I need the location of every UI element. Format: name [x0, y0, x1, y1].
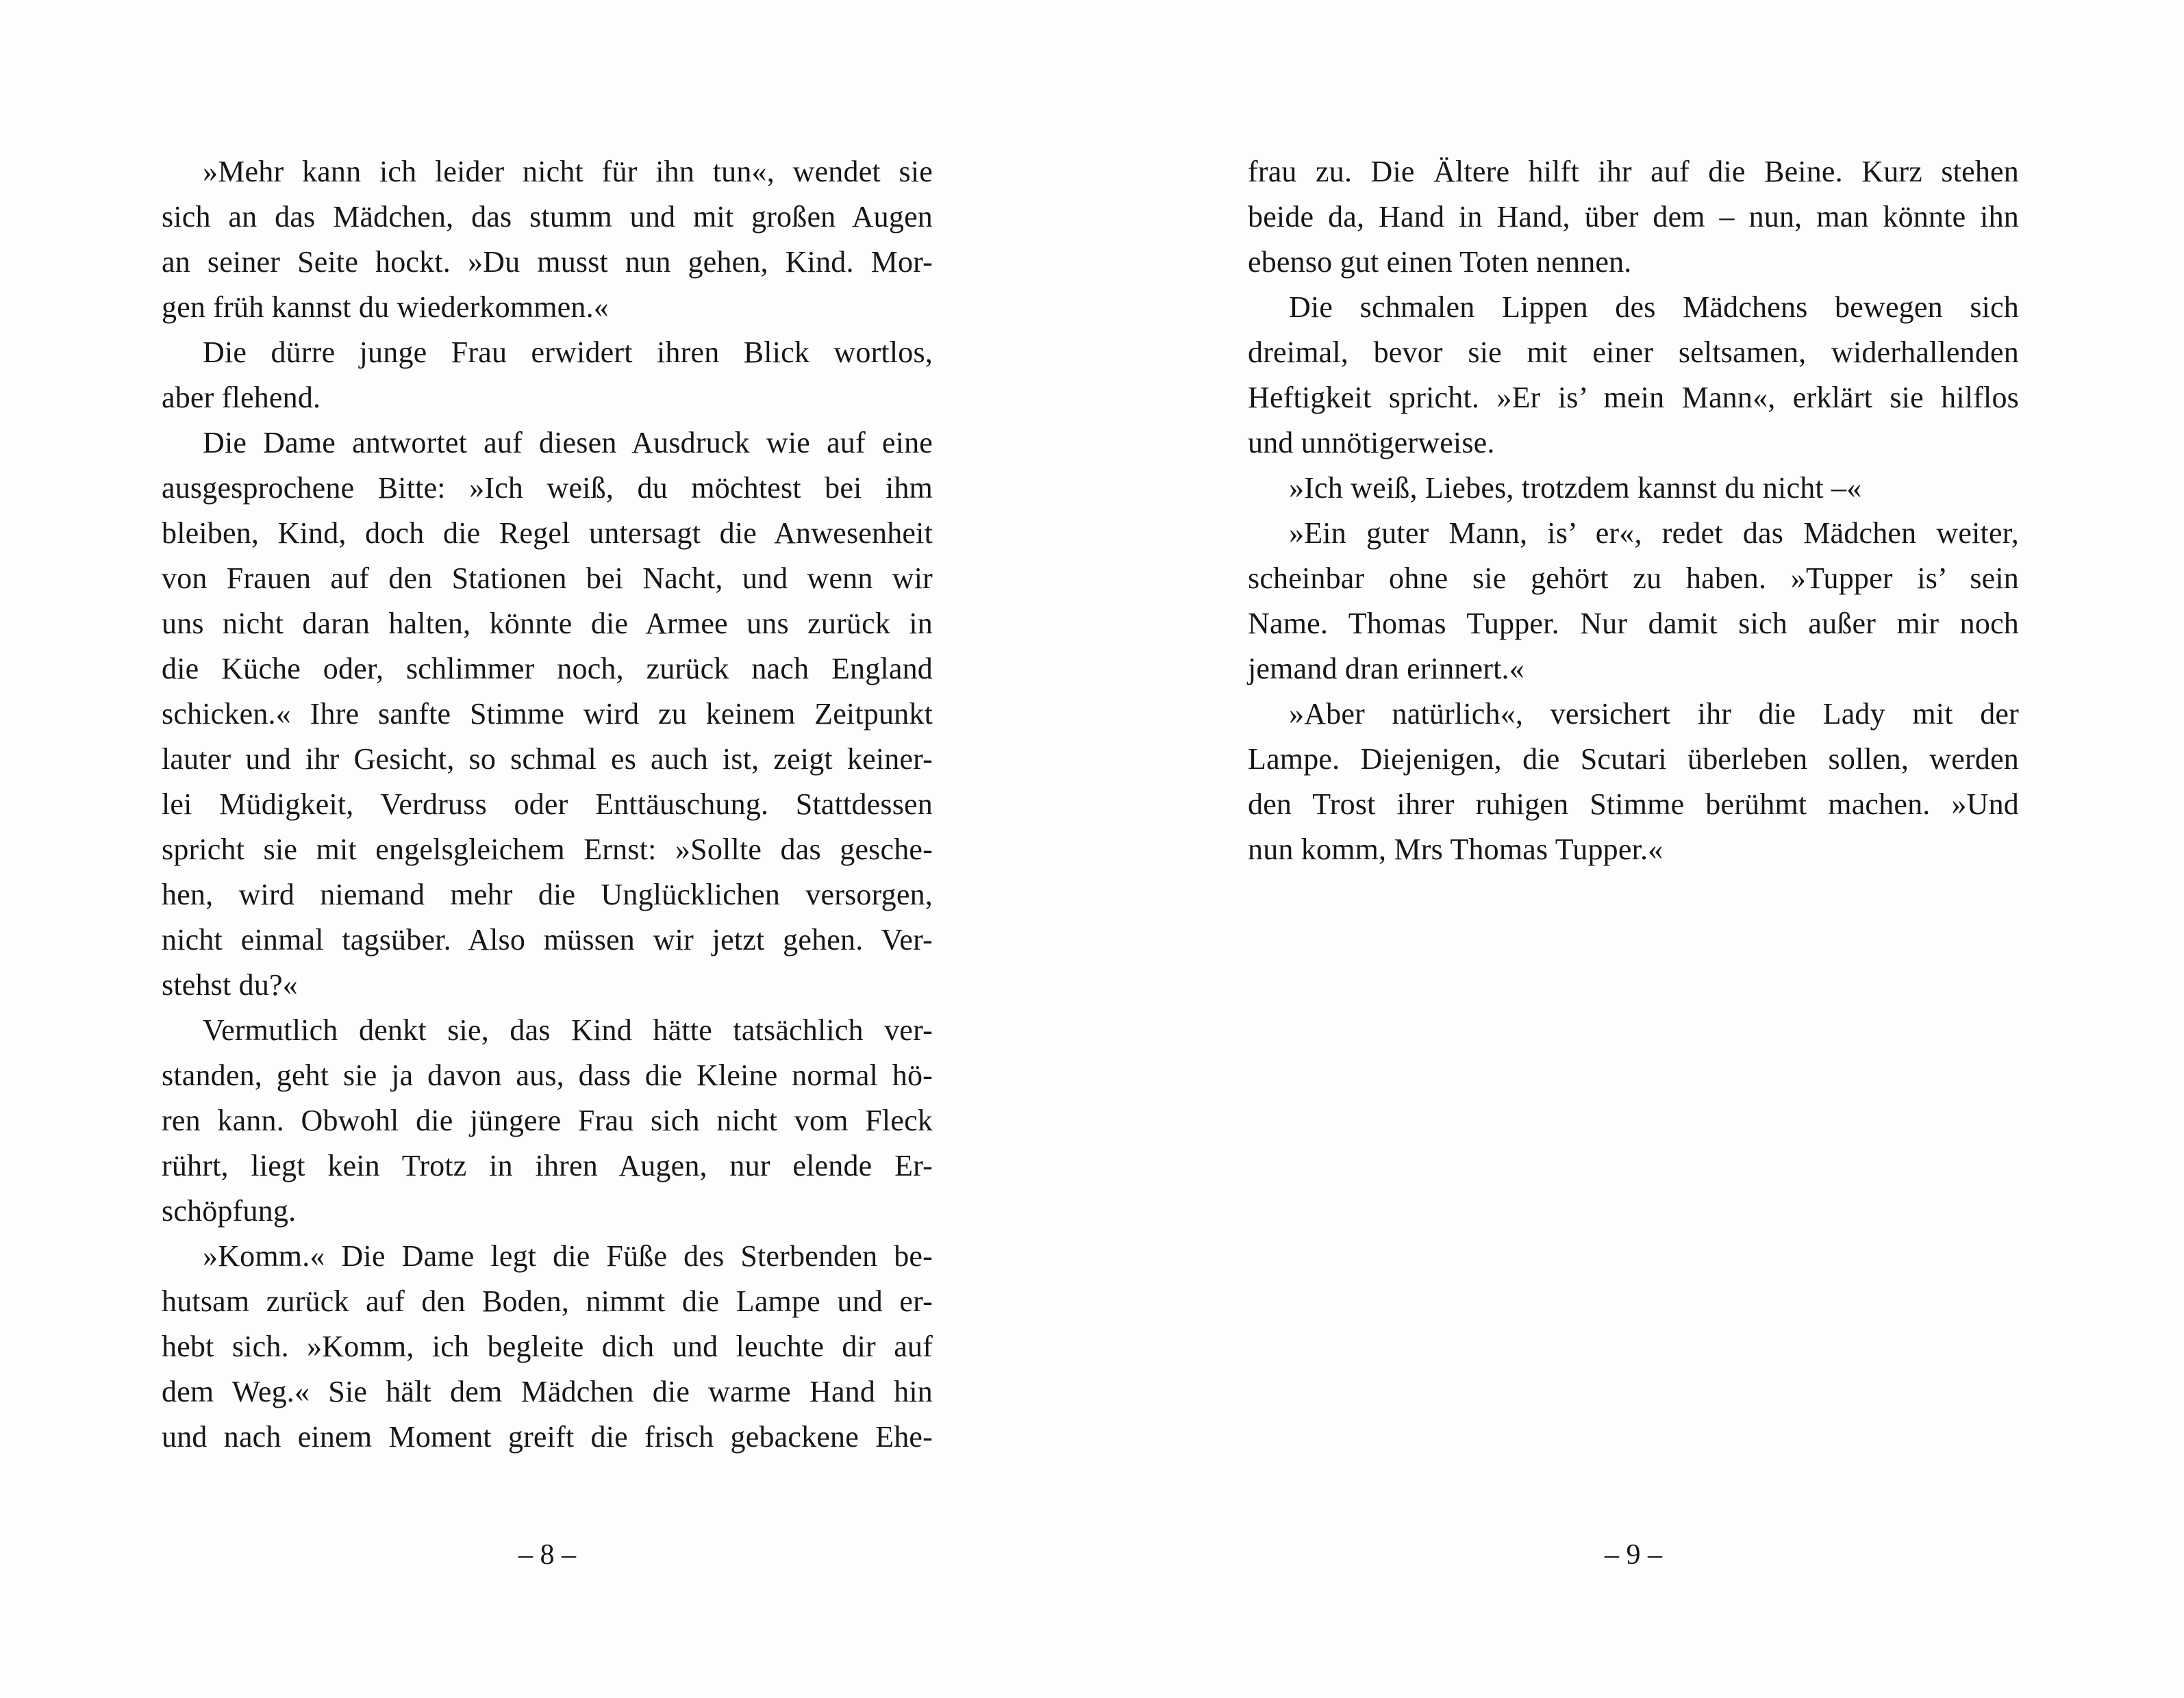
left-page-text-column [162, 149, 933, 1460]
text-line: an seiner Seite hockt. »Du musst nun gehen, Kind. Mor- [162, 245, 933, 279]
text-line: und nach einem Moment greift die frisch gebackene Ehe- [162, 1420, 933, 1454]
right-page-number: – 9 – [1605, 1539, 1662, 1571]
text-line: »Komm.« Die Dame legt die Füße des Sterbenden be- [203, 1239, 933, 1273]
left-page-number: – 8 – [518, 1539, 576, 1571]
text-line: schöpfung. [162, 1194, 297, 1228]
text-line: Heftigkeit spricht. »Er is’ mein Mann«, erklärt sie hilflos [1248, 381, 2019, 414]
text-line: von Frauen auf den Stationen bei Nacht, und wenn wir [162, 561, 933, 595]
text-line: Die dürre junge Frau erwidert ihren Blick wortlos, [203, 335, 933, 369]
text-line: spricht sie mit engelsgleichem Ernst: »Sollte das gesche- [162, 833, 933, 866]
text-line: lauter und ihr Gesicht, so schmal es auch ist, zeigt keiner- [162, 742, 933, 776]
text-line: nun komm, Mrs Thomas Tupper.« [1248, 833, 1664, 866]
text-line: dem Weg.« Sie hält dem Mädchen die warme Hand hin [162, 1375, 933, 1408]
text-line: hebt sich. »Komm, ich begleite dich und leuchte dir auf [162, 1330, 933, 1363]
text-line: schicken.« Ihre sanfte Stimme wird zu keinem Zeitpunkt [162, 697, 933, 731]
text-line: Die Dame antwortet auf diesen Ausdruck wie auf eine [203, 426, 933, 459]
text-line: Lampe. Diejenigen, die Scutari überleben sollen, werden [1248, 742, 2019, 776]
text-line: ren kann. Obwohl die jüngere Frau sich nicht vom Fleck [162, 1104, 933, 1137]
text-line: hutsam zurück auf den Boden, nimmt die Lampe und er- [162, 1284, 933, 1318]
text-line: frau zu. Die Ältere hilft ihr auf die Beine. Kurz stehen [1248, 155, 2019, 188]
text-line: den Trost ihrer ruhigen Stimme berühmt machen. »Und [1248, 787, 2019, 821]
text-line: »Ich weiß, Liebes, trotzdem kannst du nicht –« [1289, 471, 1862, 505]
text-line: ausgesprochene Bitte: »Ich weiß, du möchtest bei ihm [162, 471, 933, 505]
text-line: Vermutlich denkt sie, das Kind hätte tatsächlich ver- [203, 1013, 933, 1047]
text-line: rührt, liegt kein Trotz in ihren Augen, nur elende Er- [162, 1149, 933, 1182]
text-line: die Küche oder, schlimmer noch, zurück nach England [162, 652, 933, 685]
text-line: »Ein guter Mann, is’ er«, redet das Mädchen weiter, [1289, 516, 2019, 550]
text-line: ebenso gut einen Toten nennen. [1248, 245, 1632, 279]
text-line: gen früh kannst du wiederkommen.« [162, 290, 610, 324]
text-line: Name. Thomas Tupper. Nur damit sich außer mir noch [1248, 607, 2019, 640]
text-line: nicht einmal tagsüber. Also müssen wir jetzt gehen. Ver- [162, 923, 933, 956]
text-line: bleiben, Kind, doch die Regel untersagt die Anwesenheit [162, 516, 933, 550]
text-line: sich an das Mädchen, das stumm und mit großen Augen [162, 200, 933, 233]
text-line: beide da, Hand in Hand, über dem – nun, man könnte ihn [1248, 200, 2019, 233]
text-line: hen, wird niemand mehr die Unglücklichen versorgen, [162, 878, 933, 911]
text-line: scheinbar ohne sie gehört zu haben. »Tupper is’ sein [1248, 561, 2019, 595]
text-line: lei Müdigkeit, Verdruss oder Enttäuschung. Stattdessen [162, 787, 933, 821]
text-line: Die schmalen Lippen des Mädchens bewegen sich [1289, 290, 2019, 324]
text-line: stehst du?« [162, 968, 298, 1002]
text-line: uns nicht daran halten, könnte die Armee uns zurück in [162, 607, 933, 640]
text-line: standen, geht sie ja davon aus, dass die Kleine normal hö- [162, 1059, 933, 1092]
text-line: aber flehend. [162, 381, 321, 414]
text-line: dreimal, bevor sie mit einer seltsamen, widerhallenden [1248, 335, 2019, 369]
text-line: »Aber natürlich«, versichert ihr die Lady mit der [1289, 697, 2019, 731]
right-page-text-column [1248, 149, 2019, 872]
text-line: jemand dran erinnert.« [1248, 652, 1524, 685]
text-line: und unnötigerweise. [1248, 426, 1495, 459]
text-line: »Mehr kann ich leider nicht für ihn tun«, wendet sie [203, 155, 933, 188]
